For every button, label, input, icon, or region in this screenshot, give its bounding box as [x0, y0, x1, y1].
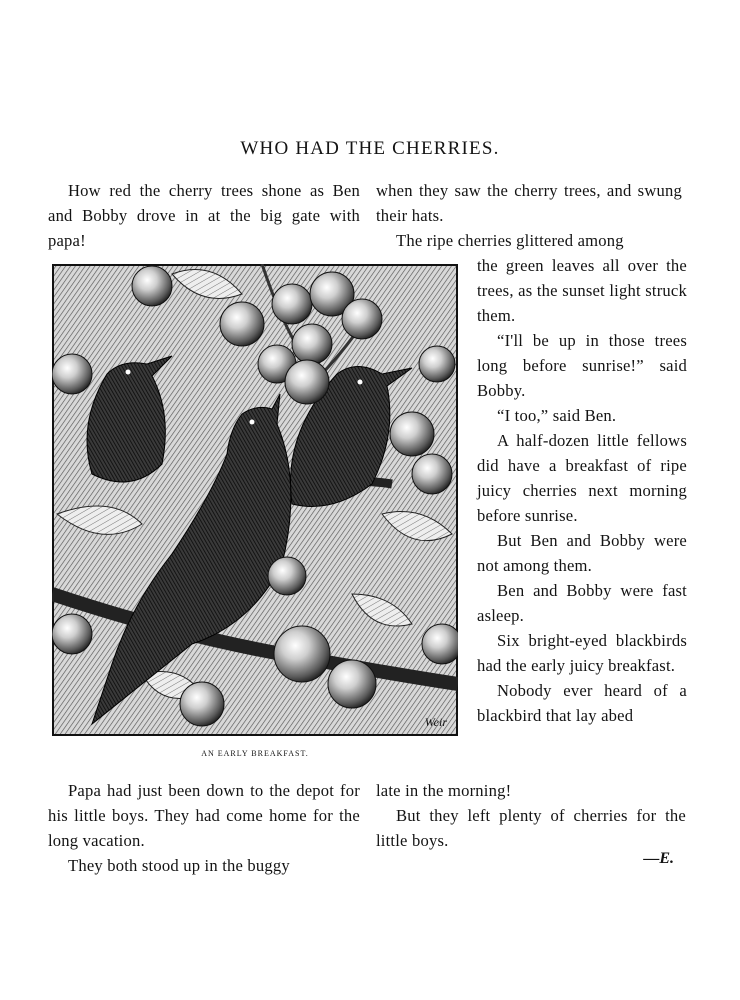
author-signature: —E. — [643, 850, 674, 867]
paragraph-left-plenty: But they left plenty of cherries for the little boys. — [376, 806, 686, 850]
illustration-blackbirds — [52, 264, 458, 736]
paragraph-late-morning: late in the morning! — [376, 781, 512, 800]
paragraph-ripe-cherries-line: The ripe cherries glittered among — [396, 231, 624, 250]
paragraph-intro: How red the cherry trees shone as Ben and Bobby drove in at the big gate with papa! — [48, 181, 360, 250]
narrow-text-column — [477, 253, 687, 728]
paragraph-nobody: Nobody ever heard of a blackbird that lay abed — [477, 681, 687, 725]
paragraph-not-among: But Ben and Bobby were not among them. — [477, 531, 687, 575]
paragraph-ben-quote: “I too,” said Ben. — [497, 406, 617, 425]
paragraph-asleep: Ben and Bobby were fast asleep. — [477, 581, 687, 625]
paragraph-fellows: A half-dozen little fellows did have a breakfast of ripe juicy cherries next morning before sunrise. — [477, 431, 687, 525]
paragraph-hats: when they saw the cherry trees, and swung their hats. — [376, 181, 682, 225]
illustration-signature: Weir — [424, 715, 447, 729]
page-title: WHO HAD THE CHERRIES. — [240, 138, 500, 159]
paragraph-depot: Papa had just been down to the depot for his little boys. They had come home for the long vacation. — [48, 781, 360, 850]
paragraph-blackbirds: Six bright-eyed blackbirds had the early juicy breakfast. — [477, 631, 687, 675]
illustration-caption: AN EARLY BREAKFAST. — [201, 749, 309, 758]
paragraph-buggy: They both stood up in the buggy — [68, 856, 290, 875]
paragraph-bobby-quote: “I'll be up in those trees long before sunrise!” said Bobby. — [477, 331, 687, 400]
paragraph-sunset: the green leaves all over the trees, as the sunset light struck them. — [477, 256, 687, 325]
